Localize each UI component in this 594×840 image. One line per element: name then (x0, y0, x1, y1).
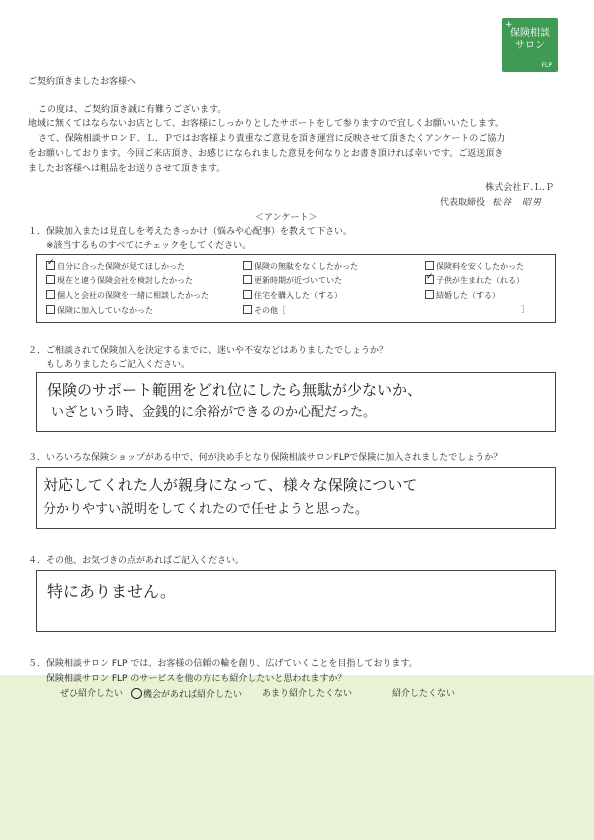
representative-title: 代表取締役 (440, 198, 486, 208)
q3-answer-line-2: 分かりやすい説明をしてくれたので任せようと思った。 (43, 502, 369, 517)
q5-option-3[interactable]: あまり紹介したくない (262, 689, 353, 699)
logo-sub: FLP (541, 62, 552, 69)
survey-heading: ＜アンケート＞ (255, 213, 318, 223)
q2-answer-line-1: 保険のサポート範囲をどれ位にしたら無駄が少ないか、 (47, 381, 423, 399)
logo-plus: + (505, 20, 513, 30)
checkbox-checked-icon[interactable] (425, 275, 434, 284)
q5-sub: 保険相談サロン FLP のサービスを他の方にも紹介したいと思われますか？ (46, 674, 347, 684)
q1-option-2[interactable]: 保険の無駄をなくしたかった (243, 261, 358, 272)
q2-answer-line-2: いざという時、金銭的に余裕ができるのか心配だった。 (51, 405, 377, 420)
checkbox-icon[interactable] (243, 275, 252, 284)
q1-other-close: ］ (521, 305, 529, 314)
q1-option-8[interactable]: 住宅を購入した（する） (243, 290, 342, 301)
q1-options-box (36, 254, 556, 323)
q3-answer-box[interactable] (36, 467, 556, 529)
company-name: 株式会社Ｆ.Ｌ.Ｐ (485, 183, 554, 193)
logo-line1: 保険相談 (510, 28, 550, 39)
q1-option-1[interactable]: ✓自分に合った保険が見てほしかった (46, 261, 185, 272)
selected-circle-icon (131, 688, 142, 699)
intro-line-3: さて、保険相談サロンＦ．Ｌ．Ｐではお客様より貴重なご意見を頂き運営に反映させて頂きたくアンケートのご協力 (38, 134, 506, 144)
q1-option-4[interactable]: 現在と違う保険会社を検討したかった (46, 275, 193, 286)
q1-option-10[interactable]: 保険に加入していなかった (46, 305, 153, 316)
q1-option-5[interactable]: 更新時期が近づいていた (243, 275, 342, 286)
checkbox-icon[interactable] (243, 305, 252, 314)
q4-answer-line-1: 特にありません。 (47, 582, 176, 601)
q2-question: ２．ご相談されて保険加入を決定するまでに、迷いや不安などはありましたでしょうか？ (28, 346, 389, 356)
q1-question: １．保険加入または見直しを考えたきっかけ（悩みや心配事）を教えて下さい。 (28, 227, 353, 237)
intro-line-5: ましたお客様へは粗品をお送りさせて頂きます。 (28, 164, 226, 174)
q1-note: ※該当するものすべてにチェックをしてください。 (46, 241, 252, 251)
intro-line-4: をお願いしております。今回ご来店頂き、お感じになられました意見を何なりとお書き頂ければ幸いです。ご返送頂き (28, 149, 504, 159)
checkbox-icon[interactable] (46, 275, 55, 284)
q3-question: ３．いろいろな保険ショップがある中で、何が決め手となり保険相談サロンFLPで保険に加入されましたでしょうか？ (28, 453, 503, 463)
checkbox-icon[interactable] (243, 261, 252, 270)
intro-line-1: この度は、ご契約頂き誠に有難うございます。 (38, 105, 227, 115)
q1-option-9[interactable]: 結婚した（する） (425, 290, 500, 301)
representative-name: 松谷 昭男 (492, 198, 543, 208)
checkbox-icon[interactable] (425, 290, 434, 299)
q4-question: ４．その他、お気づきの点があればご記入ください。 (28, 556, 245, 566)
company-logo (502, 18, 558, 72)
intro-line-2: 地域に無くてはならないお店として、お客様にしっかりとしたサポートをして参りますので宜しくお願いいたします。 (28, 119, 505, 129)
logo-line2: サロン (515, 40, 545, 51)
q2-sub: もしありましたらご記入ください。 (46, 360, 191, 370)
q5-option-4[interactable]: 紹介したくない (392, 689, 456, 699)
q4-answer-box[interactable] (36, 570, 556, 632)
q2-answer-box[interactable] (36, 372, 556, 432)
q1-option-7[interactable]: 個人と会社の保険を一緒に相談したかった (46, 290, 209, 301)
q5-question: ５．保険相談サロン FLP では、お客様の信頼の輪を創り、広げていくことを目指しております。 (28, 659, 418, 669)
q5-option-1[interactable]: ぜひ紹介したい (60, 689, 124, 699)
checkbox-icon[interactable] (46, 305, 55, 314)
q1-option-3[interactable]: 保険料を安くしたかった (425, 261, 524, 272)
checkbox-icon[interactable] (243, 290, 252, 299)
checkbox-checked-icon[interactable] (46, 261, 55, 270)
q3-answer-line-1: 対応してくれた人が親身になって、様々な保険について (43, 476, 418, 494)
q1-option-other[interactable]: その他［ (243, 305, 286, 316)
checkbox-icon[interactable] (425, 261, 434, 270)
q5-option-2[interactable]: 機会があれば紹介したい (131, 688, 242, 702)
q1-option-6[interactable]: ✓ 子供が生まれた（れる） (425, 275, 524, 286)
checkbox-icon[interactable] (46, 290, 55, 299)
greeting: ご契約頂きましたお客様へ (28, 77, 137, 87)
